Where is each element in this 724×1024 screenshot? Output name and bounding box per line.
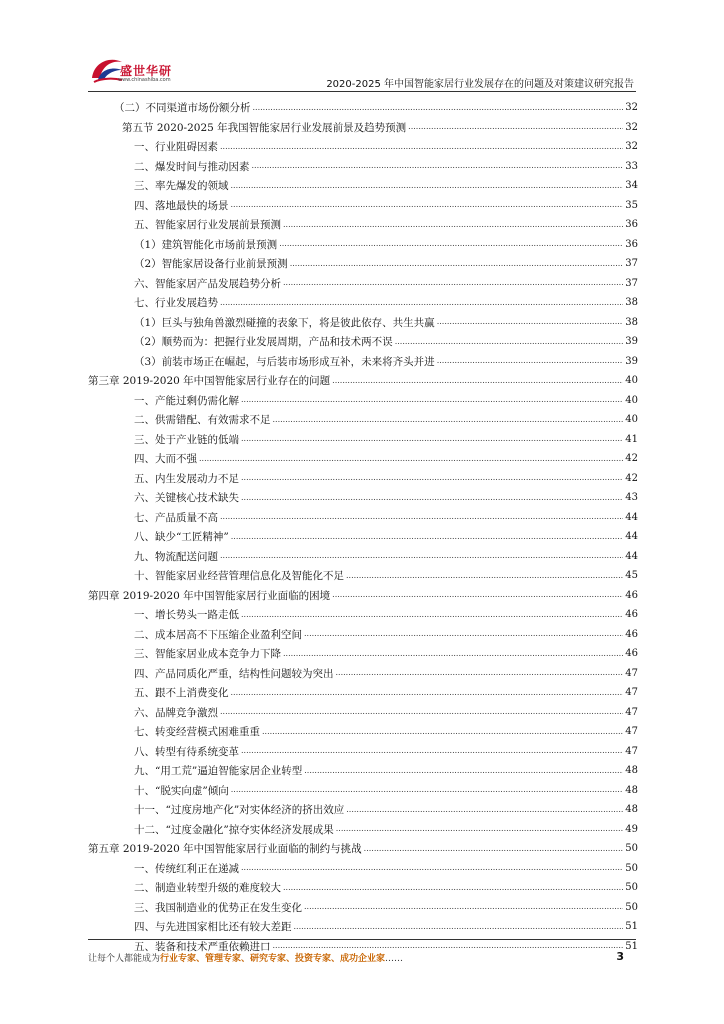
- toc-entry[interactable]: [88, 118, 638, 138]
- toc-entry-title: 五、装备和技术严重依赖进口: [134, 940, 271, 953]
- toc-entry[interactable]: [88, 235, 638, 255]
- toc-leader-dots: [220, 143, 623, 151]
- toc-entry[interactable]: [88, 391, 638, 411]
- toc-entry[interactable]: [88, 566, 638, 586]
- toc-leader-dots: [241, 747, 623, 755]
- toc-leader-dots: [220, 299, 623, 307]
- toc-entry-title: 四、落地最快的场景: [134, 199, 229, 212]
- toc-entry[interactable]: [88, 196, 638, 216]
- toc-entry[interactable]: [88, 898, 638, 918]
- toc-leader-dots: [231, 533, 624, 541]
- toc-entry-page: 48: [625, 765, 638, 777]
- toc-entry-page: 46: [625, 589, 638, 601]
- toc-entry[interactable]: [88, 878, 638, 898]
- toc-leader-dots: [290, 260, 624, 268]
- toc-leader-dots: [231, 689, 624, 697]
- toc-entry[interactable]: [88, 469, 638, 489]
- toc-entry[interactable]: [88, 781, 638, 801]
- toc-entry-page: 46: [625, 609, 638, 621]
- toc-leader-dots: [253, 104, 624, 112]
- toc-entry-page: 42: [625, 472, 638, 484]
- toc-leader-dots: [332, 591, 623, 599]
- logo-url: www.chinashiba.com: [118, 77, 171, 83]
- toc-leader-dots: [395, 338, 624, 346]
- toc-entry-title: 一、增长势头一路走低: [134, 609, 239, 622]
- toc-entry-page: 47: [625, 667, 638, 679]
- toc-entry-page: 40: [625, 375, 638, 387]
- toc-leader-dots: [364, 845, 624, 853]
- toc-entry[interactable]: [88, 410, 638, 430]
- slogan-highlight: 行业专家、管理专家、研究专家、投资专家、成功企业家: [160, 954, 386, 964]
- toc-entry-title: 三、智能家居业成本竞争力下降: [134, 648, 281, 661]
- toc-entry-page: 47: [625, 687, 638, 699]
- toc-entry[interactable]: [88, 352, 638, 372]
- toc-leader-dots: [408, 123, 623, 131]
- toc-entry-title: 三、我国制造业的优势正在发生变化: [134, 901, 302, 914]
- toc-entry[interactable]: [88, 644, 638, 664]
- toc-entry-title: 六、关键核心技术缺失: [134, 492, 239, 505]
- toc-leader-dots: [294, 923, 624, 931]
- toc-entry-page: 34: [625, 180, 638, 192]
- toc-entry-page: 50: [625, 843, 638, 855]
- toc-entry-title: 四、产品同质化严重，结构性问题较为突出: [134, 667, 334, 680]
- toc-leader-dots: [283, 221, 623, 229]
- toc-entry-title: （3）前装市场正在崛起，与后装市场形成互补，未来将齐头并进: [134, 355, 435, 368]
- toc-entry-page: 38: [625, 316, 638, 328]
- toc-entry-page: 40: [625, 414, 638, 426]
- toc-entry-page: 32: [625, 102, 638, 114]
- toc-entry[interactable]: [88, 488, 638, 508]
- company-logo: [88, 48, 198, 88]
- toc-entry-title: 八、缺少“工匠精神”: [134, 531, 229, 544]
- toc-entry[interactable]: [88, 293, 638, 313]
- toc-entry-page: 47: [625, 706, 638, 718]
- toc-entry-page: 36: [625, 238, 638, 250]
- toc-entry-page: 36: [625, 219, 638, 231]
- toc-entry-title: 十一、“过度房地产化”对实体经济的挤出效应: [134, 804, 345, 817]
- toc-entry[interactable]: [88, 859, 638, 879]
- toc-entry-page: 39: [625, 336, 638, 348]
- toc-leader-dots: [262, 728, 623, 736]
- slogan-suffix: ……: [385, 954, 404, 964]
- toc-leader-dots: [231, 786, 624, 794]
- toc-entry-title: 七、产品质量不高: [134, 511, 218, 524]
- toc-entry-page: 44: [625, 511, 638, 523]
- toc-leader-dots: [279, 240, 623, 248]
- toc-leader-dots: [220, 552, 623, 560]
- toc-entry-page: 32: [625, 141, 638, 153]
- toc-entry-title: 二、爆发时间与推动因素: [134, 160, 250, 173]
- toc-entry[interactable]: [88, 254, 638, 274]
- toc-leader-dots: [241, 494, 623, 502]
- toc-leader-dots: [437, 318, 624, 326]
- toc-entry-page: 50: [625, 882, 638, 894]
- toc-entry-title: 一、行业阻碍因素: [134, 141, 218, 154]
- toc-entry-page: 50: [625, 862, 638, 874]
- toc-leader-dots: [346, 806, 623, 814]
- toc-entry-title: （2）智能家居设备行业前景预测: [134, 258, 288, 271]
- toc-entry-title: （二）不同渠道市场份额分析: [114, 102, 251, 115]
- toc-entry[interactable]: [88, 215, 638, 235]
- toc-entry-page: 42: [625, 453, 638, 465]
- toc-entry-title: 四、大而不强: [134, 453, 197, 466]
- toc-leader-dots: [346, 572, 623, 580]
- toc-entry-title: 一、传统红利正在递减: [134, 862, 239, 875]
- toc-entry[interactable]: [88, 527, 638, 547]
- toc-leader-dots: [283, 650, 623, 658]
- toc-entry-page: 37: [625, 277, 638, 289]
- toc-entry[interactable]: [88, 98, 638, 118]
- toc-entry-page: 41: [625, 433, 638, 445]
- toc-entry-page: 51: [625, 921, 638, 933]
- toc-leader-dots: [199, 455, 623, 463]
- toc-leader-dots: [241, 611, 623, 619]
- toc-entry-page: 51: [625, 940, 638, 952]
- toc-leader-dots: [241, 396, 623, 404]
- toc-entry-title: 九、物流配送问题: [134, 550, 218, 563]
- toc-entry-title: 六、品牌竞争激烈: [134, 706, 218, 719]
- toc-leader-dots: [336, 825, 624, 833]
- toc-leader-dots: [273, 416, 624, 424]
- toc-entry-title: （1）巨头与独角兽激烈碰撞的表象下，将是彼此依存、共生共赢: [134, 316, 435, 329]
- toc-entry[interactable]: [88, 547, 638, 567]
- page-header: [88, 44, 636, 94]
- toc-entry[interactable]: [88, 176, 638, 196]
- toc-entry-page: 35: [625, 199, 638, 211]
- toc-entry-title: 第五节 2020-2025 年我国智能家居行业发展前景及趋势预测: [122, 121, 407, 134]
- toc-entry[interactable]: [88, 508, 638, 528]
- report-title: 2020-2025 年中国智能家居行业发展存在的问题及对策建议研究报告: [326, 79, 634, 90]
- toc-entry-title: 六、智能家居产品发展趋势分析: [134, 277, 281, 290]
- toc-entry[interactable]: [88, 332, 638, 352]
- toc-entry-title: 九、“用工荒”逼迫智能家居企业转型: [134, 765, 303, 778]
- toc-entry-page: 47: [625, 745, 638, 757]
- toc-entry-page: 43: [625, 492, 638, 504]
- toc-entry[interactable]: [88, 605, 638, 625]
- toc-entry-page: 45: [625, 570, 638, 582]
- toc-entry-title: （2）顺势而为：把握行业发展周期，产品和技术两不误: [134, 336, 393, 349]
- toc-leader-dots: [241, 435, 623, 443]
- toc-entry[interactable]: [88, 820, 638, 840]
- toc-entry-title: 四、与先进国家相比还有较大差距: [134, 921, 292, 934]
- toc-entry-page: 46: [625, 628, 638, 640]
- toc-entry-title: 七、行业发展趋势: [134, 297, 218, 310]
- toc-entry-title: 五、内生发展动力不足: [134, 472, 239, 485]
- toc-entry[interactable]: [88, 800, 638, 820]
- toc-entry-title: 三、率先爆发的领域: [134, 180, 229, 193]
- table-of-contents: [88, 98, 638, 956]
- toc-leader-dots: [304, 630, 623, 638]
- toc-entry-page: 38: [625, 297, 638, 309]
- toc-entry[interactable]: [88, 664, 638, 684]
- footer-divider: [88, 939, 636, 940]
- toc-entry[interactable]: [88, 371, 638, 391]
- toc-entry-page: 48: [625, 804, 638, 816]
- footer-slogan: [88, 951, 403, 964]
- toc-leader-dots: [304, 903, 623, 911]
- toc-leader-dots: [220, 513, 623, 521]
- page-number: 3: [616, 950, 624, 963]
- toc-entry[interactable]: [88, 761, 638, 781]
- toc-entry-title: 八、转型有待系统变革: [134, 745, 239, 758]
- toc-entry-page: 46: [625, 648, 638, 660]
- slogan-prefix: 让每个人都能成为: [88, 954, 161, 964]
- toc-leader-dots: [241, 864, 623, 872]
- toc-leader-dots: [332, 377, 623, 385]
- toc-entry[interactable]: [88, 274, 638, 294]
- toc-entry[interactable]: [88, 917, 638, 937]
- toc-entry[interactable]: [88, 449, 638, 469]
- toc-entry-title: 二、供需错配、有效需求不足: [134, 414, 271, 427]
- toc-entry-page: 37: [625, 258, 638, 270]
- toc-entry-title: 十、“脱实向虚”倾向: [134, 784, 229, 797]
- toc-entry-page: 33: [625, 160, 638, 172]
- toc-leader-dots: [304, 767, 623, 775]
- toc-leader-dots: [231, 182, 624, 190]
- toc-entry[interactable]: [88, 683, 638, 703]
- toc-entry-page: 39: [625, 355, 638, 367]
- toc-entry[interactable]: [88, 313, 638, 333]
- toc-leader-dots: [437, 357, 624, 365]
- toc-entry-title: 一、产能过剩仍需化解: [134, 394, 239, 407]
- toc-entry-page: 32: [625, 121, 638, 133]
- toc-leader-dots: [336, 669, 624, 677]
- toc-entry[interactable]: [88, 157, 638, 177]
- toc-leader-dots: [241, 474, 623, 482]
- toc-entry-page: 50: [625, 901, 638, 913]
- toc-leader-dots: [220, 708, 623, 716]
- toc-entry-page: 48: [625, 784, 638, 796]
- toc-entry[interactable]: [88, 625, 638, 645]
- toc-entry-title: 十、智能家居业经营管理信息化及智能化不足: [134, 570, 344, 583]
- toc-entry-title: 五、智能家居行业发展前景预测: [134, 219, 281, 232]
- toc-leader-dots: [283, 279, 623, 287]
- toc-entry-title: 二、制造业转型升级的难度较大: [134, 882, 281, 895]
- toc-entry[interactable]: [88, 703, 638, 723]
- toc-entry-title: 三、处于产业链的低端: [134, 433, 239, 446]
- toc-entry-title: 十二、“过度金融化”掠夺实体经济发展成果: [134, 823, 334, 836]
- toc-leader-dots: [273, 942, 624, 950]
- toc-entry-page: 44: [625, 531, 638, 543]
- toc-leader-dots: [283, 884, 623, 892]
- toc-entry-page: 44: [625, 550, 638, 562]
- toc-entry-title: 五、跟不上消费变化: [134, 687, 229, 700]
- toc-entry-page: 47: [625, 726, 638, 738]
- toc-entry-title: 第四章 2019-2020 年中国智能家居行业面临的困境: [88, 589, 331, 602]
- toc-entry-page: 40: [625, 394, 638, 406]
- toc-leader-dots: [252, 162, 624, 170]
- toc-entry[interactable]: [88, 722, 638, 742]
- toc-entry-title: 第五章 2019-2020 年中国智能家居行业面临的制约与挑战: [88, 843, 362, 856]
- toc-entry[interactable]: [88, 586, 638, 606]
- toc-entry[interactable]: [88, 430, 638, 450]
- logo-text: 盛世华研: [120, 64, 173, 78]
- toc-entry[interactable]: [88, 742, 638, 762]
- toc-leader-dots: [231, 201, 624, 209]
- toc-entry-page: 49: [625, 823, 638, 835]
- toc-entry-title: 第三章 2019-2020 年中国智能家居行业存在的问题: [88, 375, 331, 388]
- header-divider: [88, 91, 636, 92]
- toc-entry[interactable]: [88, 839, 638, 859]
- toc-entry-title: 七、转变经营模式困难重重: [134, 726, 260, 739]
- toc-entry-title: （1）建筑智能化市场前景预测: [134, 238, 278, 251]
- toc-entry-title: 二、成本居高不下压缩企业盈利空间: [134, 628, 302, 641]
- toc-entry[interactable]: [88, 137, 638, 157]
